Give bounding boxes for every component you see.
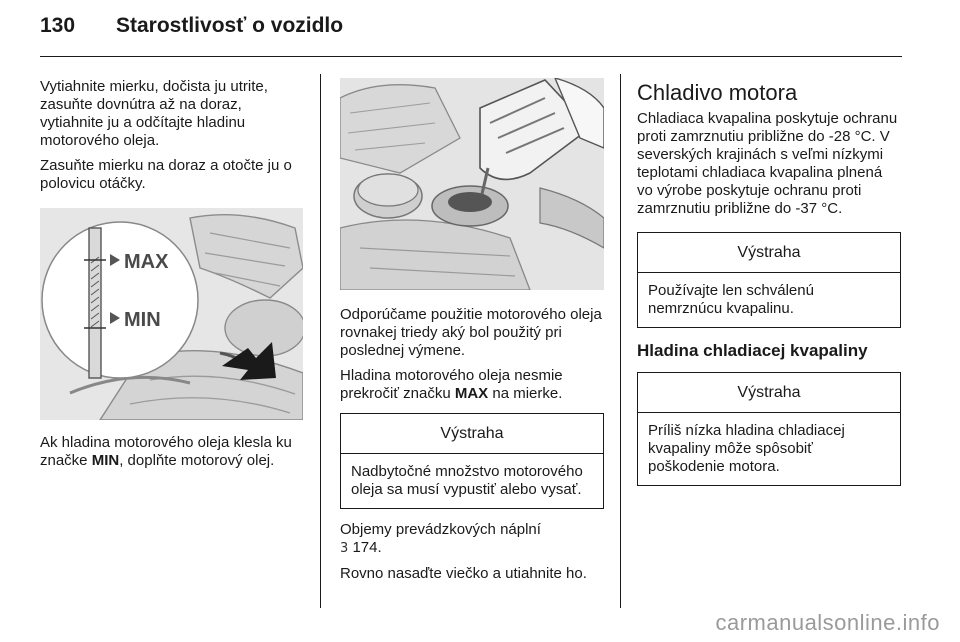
max-mark-label: MAX xyxy=(124,251,169,273)
reference-arrow-icon: 3 xyxy=(340,541,349,556)
section-heading: Chladivo motora xyxy=(637,80,798,105)
paragraph: Objemy prevádzkových náplní 3 174. xyxy=(340,521,541,556)
warning-box xyxy=(340,413,604,509)
oil-filling-illustration xyxy=(340,78,604,290)
column-3 xyxy=(637,80,901,498)
warning-box xyxy=(637,232,901,328)
paragraph: Odporúčame použitie motorového oleja rovnakej triedy aký bol použitý pri poslednej výmene. xyxy=(340,306,602,359)
paragraph: Rovno nasaďte viečko a utiahnite ho. xyxy=(340,565,587,582)
warning-text: Používajte len schválenú nemrznúcu kvapalinu. xyxy=(648,282,814,317)
dipstick-illustration xyxy=(40,208,303,420)
page-reference[interactable]: 174. xyxy=(352,539,382,556)
column-1 xyxy=(40,78,304,477)
paragraph: Vytiahnite mierku, dočista ju utrite, zasuňte dovnútra až na doraz, vytiahnite ju a odčítajte hladinu motorového oleja. xyxy=(40,78,268,149)
warning-text: Nadbytočné množstvo motorového oleja sa musí vypustiť alebo vysať. xyxy=(351,463,583,498)
page-title: Starostlivosť o vozidlo xyxy=(116,14,344,37)
warning-title: Výstraha xyxy=(638,233,900,273)
page-header xyxy=(40,14,343,38)
column-divider-1 xyxy=(320,74,321,608)
paragraph: Chladiaca kvapalina poskytuje ochranu proti zamrznutiu približne do -28 °C. V severských krajinách s veľmi nízkymi teplotami chladiaca kvapalina plnená vo výrobe poskytuje ochranu proti zamrznutiu približne do -37 °C. xyxy=(637,110,898,217)
min-mark-label: MIN xyxy=(124,309,161,331)
watermark: carmanualsonline.info xyxy=(715,610,940,635)
paragraph: Ak hladina motorového oleja klesla ku značke MIN, doplňte motorový olej. xyxy=(40,434,292,469)
oil-filling-figure xyxy=(340,78,604,290)
column-divider-2 xyxy=(620,74,621,608)
paragraph: Zasuňte mierku na doraz a otočte ju o polovicu otáčky. xyxy=(40,157,292,192)
page-number: 130 xyxy=(40,14,76,37)
dipstick-figure xyxy=(40,208,303,420)
column-2 xyxy=(340,78,604,590)
warning-text: Príliš nízka hladina chladiacej kvapaliny môže spôsobiť poškodenie motora. xyxy=(648,422,845,475)
warning-title: Výstraha xyxy=(638,373,900,413)
warning-title: Výstraha xyxy=(341,414,603,454)
subsection-heading: Hladina chladiacej kvapaliny xyxy=(637,341,868,360)
paragraph: Hladina motorového oleja nesmie prekročiť značku MAX na mierke. xyxy=(340,367,563,402)
warning-box xyxy=(637,372,901,486)
header-rule xyxy=(40,56,902,57)
